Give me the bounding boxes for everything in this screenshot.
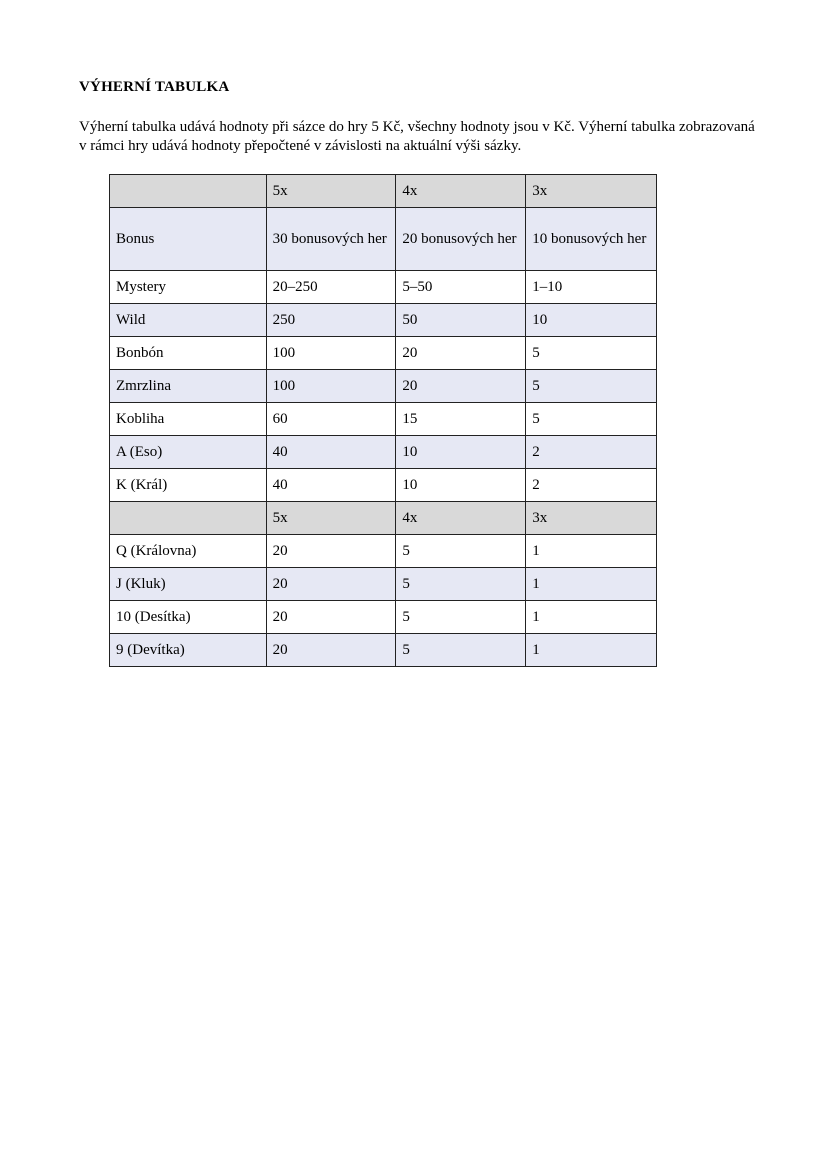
value-cell: 20	[266, 568, 396, 601]
value-cell: 10	[396, 469, 526, 502]
row-label-cell: Zmrzlina	[110, 370, 267, 403]
value-cell: 20–250	[266, 271, 396, 304]
paytable	[109, 174, 657, 667]
row-label-cell: Bonbón	[110, 337, 267, 370]
row-label-cell: Kobliha	[110, 403, 267, 436]
value-cell: 250	[266, 304, 396, 337]
value-cell: 1	[526, 634, 657, 667]
table-row	[110, 469, 657, 502]
value-cell: 5	[396, 535, 526, 568]
table-row	[110, 370, 657, 403]
value-cell: 1	[526, 601, 657, 634]
intro-paragraph: Výherní tabulka udává hodnoty při sázce do hry 5 Kč, všechny hodnoty jsou v Kč. Výherní tabulka zobrazovaná v rámci hry udává hodnoty přepočtené v závislosti na aktuální výši sázky.	[79, 119, 755, 154]
value-cell: 2	[526, 436, 657, 469]
table-row	[110, 304, 657, 337]
value-cell: 100	[266, 370, 396, 403]
table-row	[110, 208, 657, 271]
table-row	[110, 337, 657, 370]
value-cell: 20	[396, 337, 526, 370]
value-cell: 5	[526, 403, 657, 436]
value-cell: 1–10	[526, 271, 657, 304]
value-cell: 10	[396, 436, 526, 469]
row-label-cell	[110, 502, 267, 535]
value-cell: 5	[396, 601, 526, 634]
value-cell: 4x	[396, 502, 526, 535]
row-label-cell: Q (Královna)	[110, 535, 267, 568]
table-row	[110, 601, 657, 634]
value-cell: 5	[526, 337, 657, 370]
value-cell: 20	[266, 601, 396, 634]
value-cell: 5x	[266, 175, 396, 208]
row-label-cell: Wild	[110, 304, 267, 337]
value-cell: 15	[396, 403, 526, 436]
value-cell: 5	[526, 370, 657, 403]
row-label-cell: Mystery	[110, 271, 267, 304]
value-cell: 10 bonusových her	[526, 208, 657, 271]
value-cell: 20	[396, 370, 526, 403]
row-label-cell: 9 (Devítka)	[110, 634, 267, 667]
value-cell: 10	[526, 304, 657, 337]
row-label-cell: 10 (Desítka)	[110, 601, 267, 634]
row-label-cell	[110, 175, 267, 208]
row-label-cell: K (Král)	[110, 469, 267, 502]
value-cell: 3x	[526, 175, 657, 208]
table-row	[110, 634, 657, 667]
value-cell: 40	[266, 436, 396, 469]
table-row	[110, 403, 657, 436]
table-row	[110, 568, 657, 601]
value-cell: 2	[526, 469, 657, 502]
value-cell: 20	[266, 535, 396, 568]
value-cell: 20 bonusových her	[396, 208, 526, 271]
value-cell: 30 bonusových her	[266, 208, 396, 271]
table-row	[110, 436, 657, 469]
table-row	[110, 535, 657, 568]
value-cell: 60	[266, 403, 396, 436]
value-cell: 1	[526, 568, 657, 601]
value-cell: 3x	[526, 502, 657, 535]
value-cell: 20	[266, 634, 396, 667]
table-row	[110, 271, 657, 304]
value-cell: 4x	[396, 175, 526, 208]
value-cell: 1	[526, 535, 657, 568]
page-title: VÝHERNÍ TABULKA	[79, 79, 230, 95]
paytable-body	[110, 175, 657, 667]
value-cell: 5	[396, 568, 526, 601]
value-cell: 5–50	[396, 271, 526, 304]
row-label-cell: A (Eso)	[110, 436, 267, 469]
table-header-row-2	[110, 502, 657, 535]
value-cell: 5	[396, 634, 526, 667]
value-cell: 5x	[266, 502, 396, 535]
value-cell: 40	[266, 469, 396, 502]
table-header-row	[110, 175, 657, 208]
value-cell: 100	[266, 337, 396, 370]
row-label-cell: J (Kluk)	[110, 568, 267, 601]
value-cell: 50	[396, 304, 526, 337]
row-label-cell: Bonus	[110, 208, 267, 271]
